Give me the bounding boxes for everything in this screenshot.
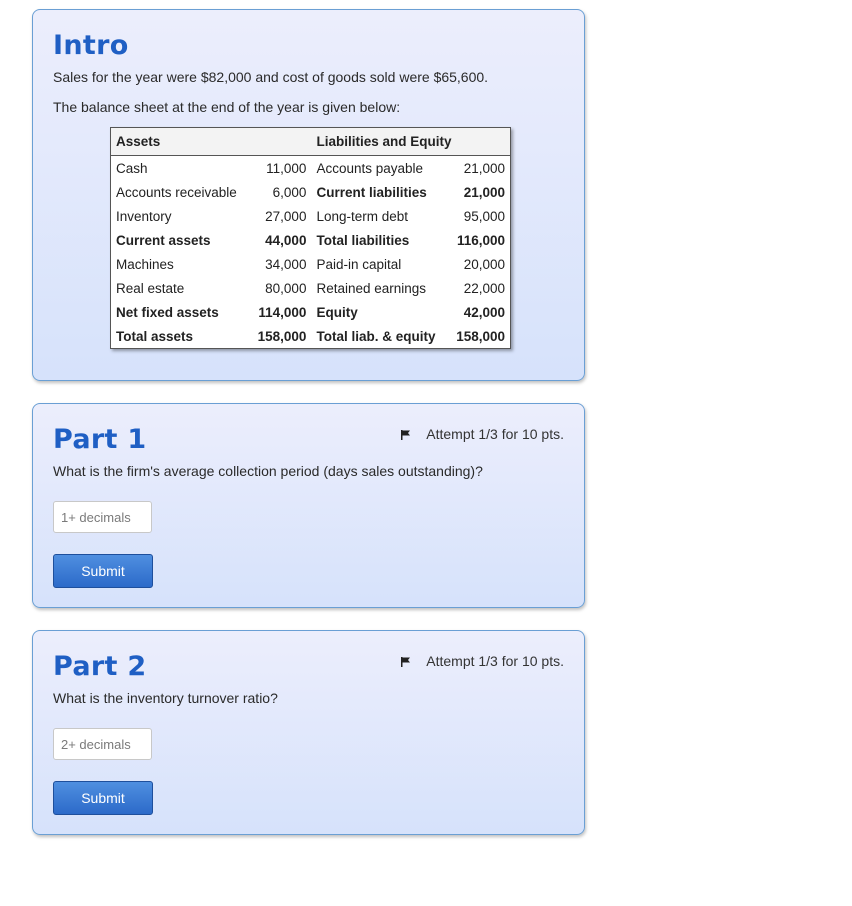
liability-label: Long-term debt: [316, 208, 409, 224]
table-row: [111, 276, 511, 300]
asset-value: 114,000: [258, 304, 307, 320]
liability-value: 95,000: [463, 208, 505, 224]
asset-value: 6,000: [272, 184, 307, 200]
flag-icon: [400, 428, 412, 440]
table-row: [111, 252, 511, 276]
part2-card: [32, 630, 585, 835]
part1-attempt-text: Attempt 1/3 for 10 pts.: [426, 426, 564, 442]
table-row: [111, 324, 511, 349]
asset-value: 27,000: [265, 208, 307, 224]
intro-title: Intro: [53, 30, 129, 61]
part2-question: What is the inventory turnover ratio?: [53, 690, 278, 706]
liability-value: 21,000: [463, 160, 505, 176]
intro-balance-sheet-text: The balance sheet at the end of the year is given below:: [53, 99, 401, 115]
part2-title: Part 2: [53, 651, 147, 682]
asset-label: Current assets: [116, 232, 211, 248]
part1-answer-input[interactable]: [53, 501, 152, 533]
liability-value: 20,000: [463, 256, 505, 272]
intro-card: [32, 9, 585, 381]
table-row: [111, 204, 511, 228]
liability-label: Equity: [316, 304, 358, 320]
asset-label: Inventory: [116, 208, 172, 224]
balance-sheet-table: [110, 127, 511, 349]
part2-attempt-text: Attempt 1/3 for 10 pts.: [426, 653, 564, 669]
asset-value: 11,000: [266, 160, 307, 176]
asset-label: Machines: [116, 256, 174, 272]
assets-header: Assets: [116, 134, 161, 149]
part1-card: [32, 403, 585, 608]
part2-answer-input[interactable]: [53, 728, 152, 760]
part1-attempt-info: [400, 426, 564, 442]
liability-label: Accounts payable: [316, 160, 424, 176]
flag-icon: [400, 655, 412, 667]
asset-value: 34,000: [265, 256, 307, 272]
liability-value: 21,000: [463, 184, 505, 200]
liability-label: Paid-in capital: [316, 256, 402, 272]
part1-question: What is the firm's average collection period (days sales outstanding)?: [53, 463, 483, 479]
liability-value: 116,000: [456, 232, 505, 248]
liability-label: Retained earnings: [316, 280, 427, 296]
liability-label: Total liabilities: [316, 232, 410, 248]
liability-value: 42,000: [463, 304, 505, 320]
asset-label: Real estate: [116, 280, 185, 296]
table-row: [111, 300, 511, 324]
table-row: [111, 156, 511, 181]
asset-value: 44,000: [265, 232, 307, 248]
part2-submit-button[interactable]: Submit: [53, 781, 153, 815]
intro-sales-text: Sales for the year were $82,000 and cost of goods sold were $65,600.: [53, 69, 489, 85]
liability-label: Current liabilities: [316, 184, 427, 200]
part1-submit-button[interactable]: Submit: [53, 554, 153, 588]
table-header-row: [111, 128, 511, 156]
part2-attempt-info: [400, 653, 564, 669]
part1-title: Part 1: [53, 424, 147, 455]
liability-label: Total liab. & equity: [316, 328, 436, 344]
asset-label: Cash: [116, 160, 148, 176]
liability-value: 158,000: [456, 328, 505, 344]
asset-label: Accounts receivable: [116, 184, 237, 200]
liability-value: 22,000: [463, 280, 505, 296]
asset-value: 80,000: [265, 280, 307, 296]
table-row: [111, 228, 511, 252]
asset-label: Net fixed assets: [116, 304, 219, 320]
liabilities-equity-header: Liabilities and Equity: [316, 134, 452, 149]
asset-value: 158,000: [257, 328, 307, 344]
table-row: [111, 180, 511, 204]
asset-label: Total assets: [116, 328, 194, 344]
